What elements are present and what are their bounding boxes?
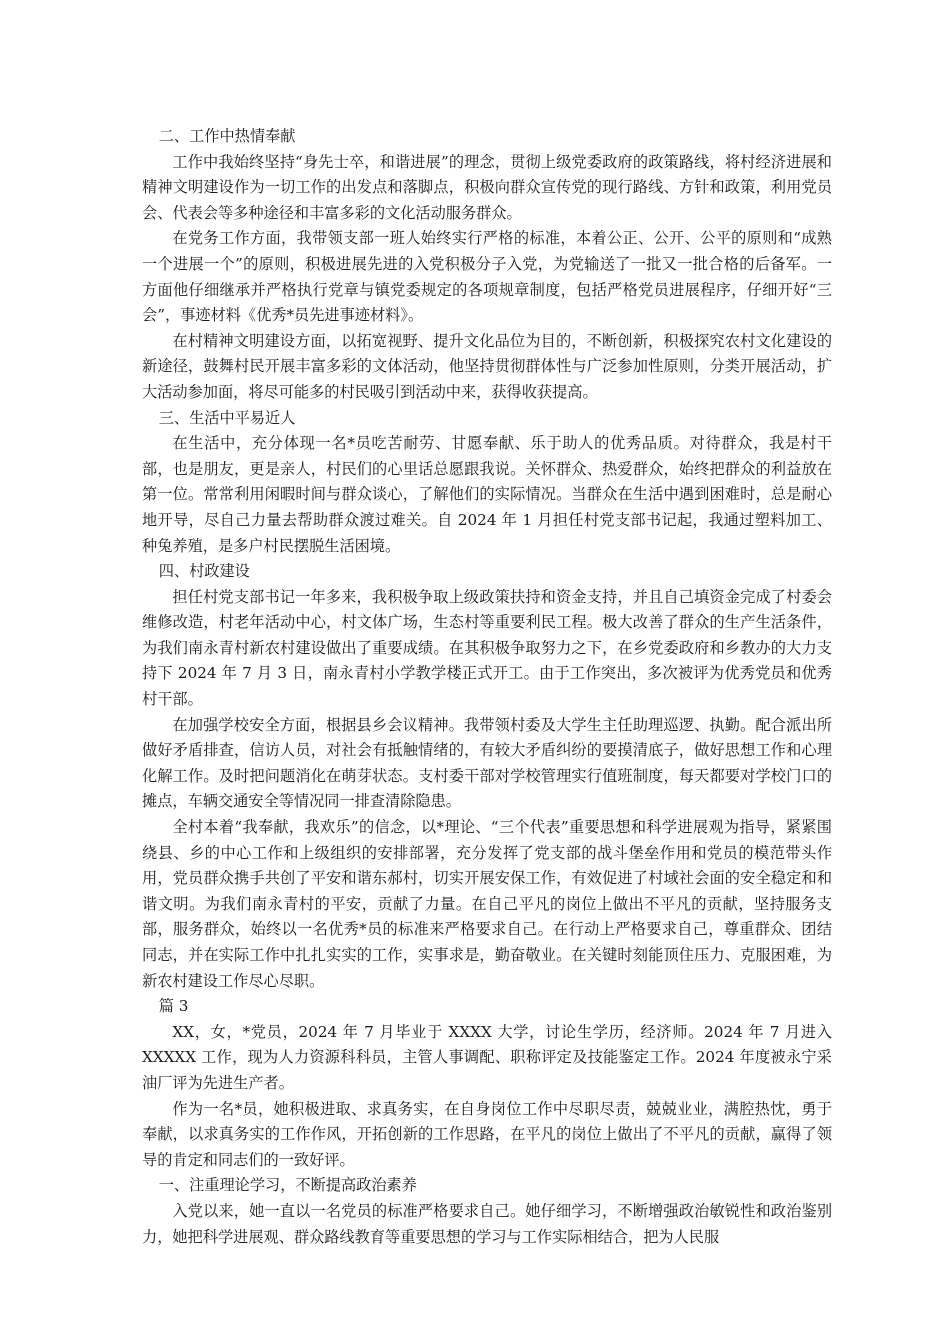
- section-heading: 四、村政建设: [158, 562, 250, 581]
- body-paragraph: 作为一名*员，她积极进取、求真务实，在自身岗位工作中尽职尽责，兢兢业业，满腔热忱，勇于奉献，以求真务实的工作作风，开拓创新的工作思路，在平凡的岗位上做出了不平凡的贡献，赢得了领导的肯定和同志们的一致好评。: [142, 1099, 832, 1169]
- body-paragraph: 工作中我始终坚持“身先士卒，和谐进展”的理念，贯彻上级党委政府的政策路线，将村经济进展和精神文明建设作为一切工作的出发点和落脚点，积极向群众宣传党的现行路线、方针和政策，利用党员会、代表会等多种途径和丰富多彩的文化活动服务群众。: [142, 152, 832, 222]
- document-body: [142, 124, 832, 1250]
- body-paragraph: 全村本着“我奉献，我欢乐”的信念，以*理论、“三个代表”重要思想和科学进展观为指导，紧紧围绕县、乡的中心工作和上级组织的安排部署，充分发挥了党支部的战斗堡垒作用和党员的模范带头作用，党员群众携手共创了平安和谐东郝村，切实开展安保工作，有效促进了村域社会面的安全稳定和和谐文明。为我们南永青村的平安，贡献了力量。在自己平凡的岗位上做出不平凡的贡献，坚持服务支部，服务群众，始终以一名优秀*员的标准来严格要求自己。在行动上严格要求自己，尊重群众、团结同志，并在实际工作中扎扎实实的工作，实事求是，勤奋敬业。在关键时刻能顶住压力、克服困难，为新农村建设工作尽心尽职。: [142, 818, 832, 990]
- body-paragraph: XX，女，*党员，2024 年 7 月毕业于 XXXX 大学，讨论生学历，经济师。2024 年 7 月进入 XXXXX 工作，现为人力资源科科员，主管人事调配、职称评定及技能鉴定工作。2024 年度被永宁采油厂评为先进生产者。: [142, 1022, 832, 1092]
- section-heading: 一、注重理论学习，不断提高政治素养: [158, 1176, 417, 1195]
- body-paragraph: 担任村党支部书记一年多来，我积极争取上级政策扶持和资金支持，并且自己填资金完成了村委会维修改造，村老年活动中心，村文体广场，生态村等重要利民工程。极大改善了群众的生产生活条件，为我们南永青村新农村建设做出了重要成绩。在其积极争取努力之下，在乡党委政府和乡教办的大力支持下 2024 年 7 月 3 日，南永青村小学教学楼正式开工。由于工作突出，多次被评为优秀党员和优秀村干部。: [142, 587, 832, 709]
- body-paragraph: 在村精神文明建设方面，以拓宽视野、提升文化品位为目的，不断创新，积极探究农村文化建设的新途径，鼓舞村民开展丰富多彩的文体活动，他坚持贯彻群体性与广泛参加性原则，分类开展活动，扩大活动参加面，将尽可能多的村民吸引到活动中来，获得收获提高。: [142, 331, 832, 401]
- body-paragraph: 在生活中，充分体现一名*员吃苦耐劳、甘愿奉献、乐于助人的优秀品质。对待群众，我是村干部，也是朋友，更是亲人，村民们的心里话总愿跟我说。关怀群众、热爱群众，始终把群众的利益放在第一位。常常利用闲暇时间与群众谈心，了解他们的实际情况。当群众在生活中遇到困难时，总是耐心地开导，尽自己力量去帮助群众渡过难关。自 2024 年 1 月担任村党支部书记起，我通过塑料加工、种兔养殖，是多户村民摆脱生活困境。: [142, 434, 832, 555]
- section-heading: 二、工作中热情奉献: [158, 127, 296, 145]
- body-paragraph: 在加强学校安全方面，根据县乡会议精神。我带领村委及大学生主任助理巡逻、执勤。配合派出所做好矛盾排查，信访人员，对社会有抵触情绪的，有较大矛盾纠纷的要摸清底子，做好思想工作和心理化解工作。及时把问题消化在萌芽状态。支村委干部对学校管理实行值班制度，每天都要对学校门口的摊点，车辆交通安全等情况同一排查清除隐患。: [142, 715, 832, 811]
- body-paragraph: 在党务工作方面，我带领支部一班人始终实行严格的标准，本着公正、公开、公平的原则和“成熟一个进展一个”的原则，积极进展先进的入党积极分子入党，为党输送了一批又一批合格的后备军。一方面他仔细继承并严格执行党章与镇党委规定的各项规章制度，包括严格党员进展程序，仔细开好“三会”，事迹材料《优秀*员先进事迹材料》。: [142, 229, 832, 325]
- section-heading: 三、生活中平易近人: [158, 408, 296, 427]
- section-heading: 篇 3: [158, 997, 189, 1016]
- body-paragraph: 入党以来，她一直以一名党员的标准严格要求自己。她仔细学习，不断增强政治敏锐性和政治鉴别力，她把科学进展观、群众路线教育等重要思想的学习与工作实际相结合，把为人民服: [142, 1201, 832, 1246]
